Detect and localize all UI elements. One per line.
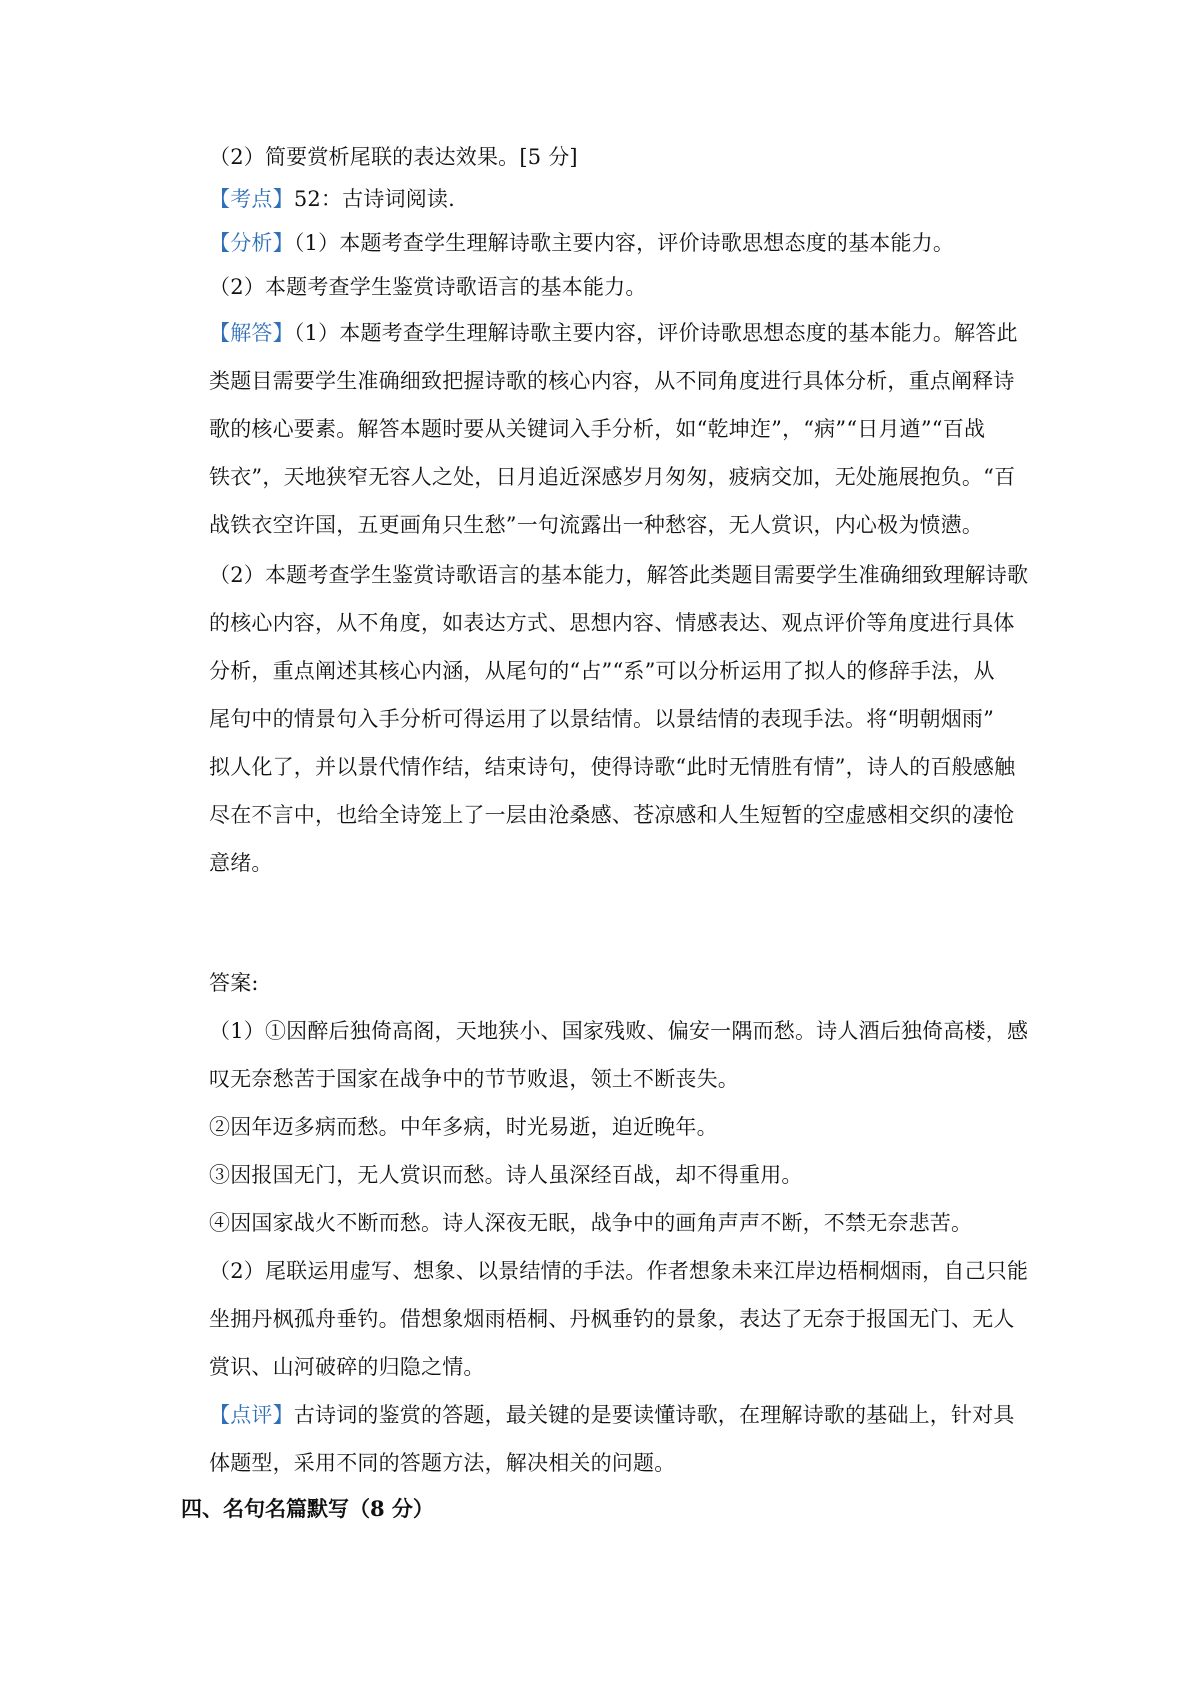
answer-line-1: （1）①因醉后独倚高阁，天地狭小、国家残败、偏安一隅而愁。诗人酒后独倚高楼，感 (209, 1019, 1029, 1043)
jieda-line-1 (209, 318, 1029, 348)
jieda-line-2: 类题目需要学生准确细致把握诗歌的核心内容，从不同角度进行具体分析，重点阐释诗 (209, 369, 1015, 393)
dianping-text: 古诗词的鉴赏的答题，最关键的是要读懂诗歌，在理解诗歌的基础上，针对具 (293, 1403, 1015, 1427)
jieda-line-7: 的核心内容，从不角度，如表达方式、思想内容、情感表达、观点评价等角度进行具体 (209, 611, 1015, 635)
fenxi-line-2: （2）本题考查学生鉴赏诗歌语言的基本能力。 (209, 275, 647, 299)
section-4-heading: 四、名句名篇默写（8 分） (181, 1496, 434, 1521)
dianping-tag: 【点评】 (209, 1403, 294, 1427)
dianping-line-2: 体题型，采用不同的答题方法，解决相关的问题。 (209, 1451, 676, 1475)
jieda-line-10: 拟人化了，并以景代情作结，结束诗句，使得诗歌“此时无情胜有情”，诗人的百般感触 (209, 755, 1016, 779)
dianping-line (209, 1400, 1029, 1430)
kaodian-line (209, 184, 1029, 214)
jieda-tag: 【解答】 (209, 321, 294, 345)
jieda-line-8: 分析，重点阐述其核心内涵，从尾句的“占”“系”可以分析运用了拟人的修辞手法，从 (209, 659, 995, 683)
jieda-line-9: 尾句中的情景句入手分析可得运用了以景结情。以景结情的表现手法。将“明朝烟雨” (209, 707, 995, 731)
answer-line-6: （2）尾联运用虚写、想象、以景结情的手法。作者想象未来江岸边梧桐烟雨，自己只能 (209, 1259, 1029, 1283)
answer-line-7: 坐拥丹枫孤舟垂钓。借想象烟雨梧桐、丹枫垂钓的景象，表达了无奈于报国无门、无人 (209, 1307, 1015, 1331)
jieda-line-6: （2）本题考查学生鉴赏诗歌语言的基本能力，解答此类题目需要学生准确细致理解诗歌 (209, 563, 1029, 587)
q2-prompt: （2）简要赏析尾联的表达效果。[5 分] (209, 145, 578, 169)
jieda-line-11: 尽在不言中，也给全诗笼上了一层由沧桑感、苍凉感和人生短暂的空虚感相交织的凄怆 (209, 803, 1015, 827)
jieda-line-5: 战铁衣空许国，五更画角只生愁”一句流露出一种愁容，无人赏识，内心极为愤懑。 (209, 513, 984, 537)
jieda-line-12: 意绪。 (209, 851, 273, 875)
jieda-text-1: （1）本题考查学生理解诗歌主要内容，评价诗歌思想态度的基本能力。解答此 (293, 321, 1018, 345)
fenxi-tag: 【分析】 (209, 231, 294, 255)
answer-line-3: ②因年迈多病而愁。中年多病，时光易逝，迫近晚年。 (209, 1115, 718, 1139)
fenxi-line (209, 228, 1029, 258)
fenxi-text: （1）本题考查学生理解诗歌主要内容，评价诗歌思想态度的基本能力。 (293, 231, 955, 255)
jieda-line-3: 歌的核心要素。解答本题时要从关键词入手分析，如“乾坤迮”，“病”“日月遒”“百战 (209, 417, 986, 441)
kaodian-text: 52：古诗词阅读. (293, 187, 456, 211)
answer-line-2: 叹无奈愁苦于国家在战争中的节节败退，领土不断丧失。 (209, 1067, 739, 1091)
answer-line-8: 赏识、山河破碎的归隐之情。 (209, 1355, 485, 1379)
jieda-line-4: 铁衣”，天地狭窄无容人之处，日月追近深感岁月匆匆，疲病交加，无处施展抱负。“百 (209, 465, 1016, 489)
answer-label: 答案: (209, 971, 259, 995)
kaodian-tag: 【考点】 (209, 187, 294, 211)
answer-line-5: ④因国家战火不断而愁。诗人深夜无眠，战争中的画角声声不断，不禁无奈悲苦。 (209, 1211, 973, 1235)
answer-line-4: ③因报国无门，无人赏识而愁。诗人虽深经百战，却不得重用。 (209, 1163, 803, 1187)
